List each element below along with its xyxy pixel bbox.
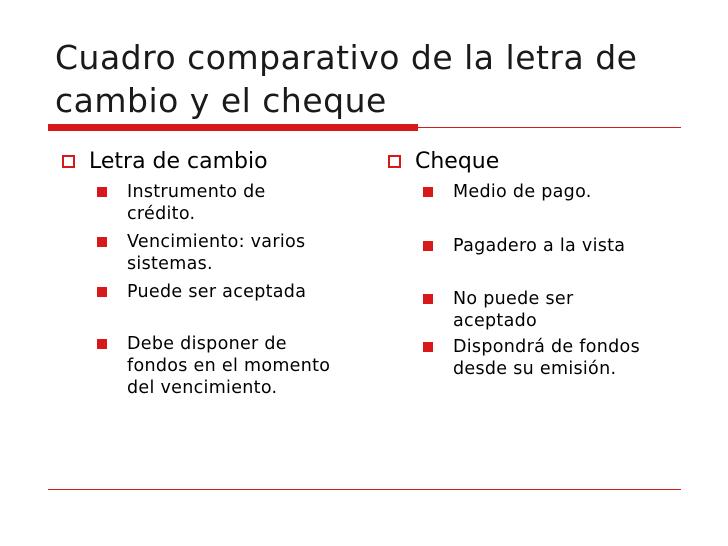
hollow-square-bullet-icon [388,155,401,168]
list-item [90,333,337,399]
list-item-text: Instrumento de crédito. [127,182,266,224]
filled-square-bullet-icon [423,342,433,352]
list-item [416,288,628,332]
filled-square-bullet-icon [97,339,107,349]
column-heading-text: Letra de cambio [89,149,268,174]
list-item [90,231,367,275]
list-item-text: Dispondrá de fondos desde su emisión. [453,337,640,379]
hollow-square-bullet-icon [62,155,75,168]
column-heading-cheque [388,148,688,178]
list-item-text: Debe disponer de fondos en el momento del vencimiento. [127,334,331,398]
list-item [416,235,703,257]
list-item [90,281,367,303]
column-letra-de-cambio [62,148,362,399]
slide-title: Cuadro comparativo de la letra de cambio y el cheque [55,38,638,120]
column-heading-text: Cheque [415,149,500,174]
column-cheque [388,148,688,380]
filled-square-bullet-icon [423,294,433,304]
list-item-text: Puede ser aceptada [127,282,307,302]
filled-square-bullet-icon [97,287,107,297]
list-item [90,181,337,225]
filled-square-bullet-icon [97,237,107,247]
list-item-text: Pagadero a la vista [453,236,626,256]
title-underline-thin [418,127,681,128]
list-item [416,336,653,380]
filled-square-bullet-icon [97,187,107,197]
filled-square-bullet-icon [423,241,433,251]
title-underline-thick [48,124,418,131]
list-item-text: Medio de pago. [453,182,592,202]
list-item [416,181,683,203]
list-item-text: No puede ser aceptado [453,289,574,331]
column-heading-letra [62,148,362,178]
bottom-divider [48,489,681,490]
filled-square-bullet-icon [423,187,433,197]
list-item-text: Vencimiento: varios sistemas. [127,232,306,274]
